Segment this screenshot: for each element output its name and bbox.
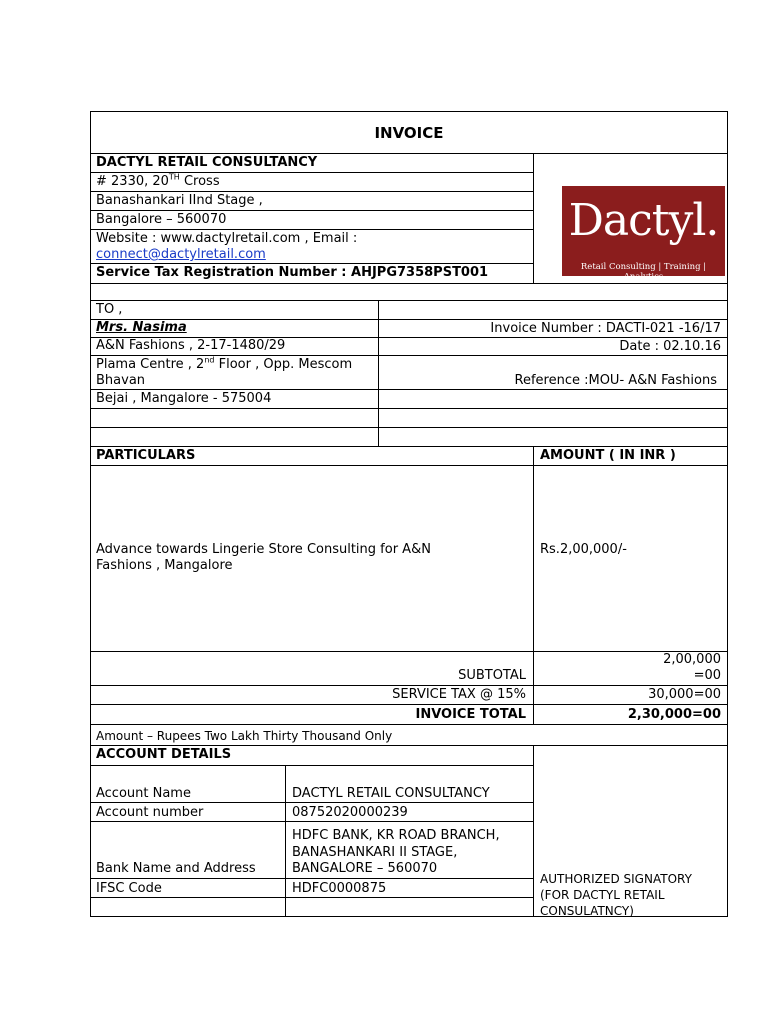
invoice-total-value: 2,30,000=00 — [627, 707, 721, 722]
recipient-line2: Plama Centre , 2nd Floor , Opp. Mescom — [96, 355, 353, 372]
ifsc-label: IFSC Code — [96, 881, 162, 896]
item-description-line1: Advance towards Lingerie Store Consulting for A&N — [96, 542, 431, 557]
rule-acc-ifsc — [90, 897, 533, 898]
vrule-signatory — [533, 745, 534, 917]
rule-subtotal — [90, 685, 728, 686]
company-name: DACTYL RETAIL CONSULTANCY — [96, 155, 318, 170]
rule-to-3 — [90, 355, 728, 356]
signatory-line1: AUTHORIZED SIGNATORY — [540, 872, 692, 886]
vrule-account — [285, 765, 286, 917]
rule-tax — [90, 704, 728, 705]
service-tax-value: 30,000=00 — [648, 687, 721, 702]
recipient-line3: Bhavan — [96, 373, 146, 388]
ifsc-value: HDFC0000875 — [292, 881, 387, 896]
company-address-line2: Banashankari IInd Stage , — [96, 193, 263, 208]
rule-total — [90, 724, 728, 725]
rule-company-4 — [90, 229, 533, 230]
rule-acc-head — [90, 765, 533, 766]
account-details-heading: ACCOUNT DETAILS — [96, 747, 232, 762]
logo-wordmark: Dactyl. — [568, 195, 719, 246]
logo-tagline: Retail Consulting | Training | Analytics — [580, 262, 707, 282]
company-address-line3: Bangalore – 560070 — [96, 212, 227, 227]
item-description-line2: Fashions , Mangalore — [96, 558, 233, 573]
invoice-reference: Reference :MOU- A&N Fashions — [514, 373, 717, 388]
dactyl-logo — [562, 186, 725, 282]
service-tax-number: Service Tax Registration Number : AHJPG7358PST001 — [96, 265, 489, 280]
invoice-total-label: INVOICE TOTAL — [415, 707, 526, 722]
subtotal-label: SUBTOTAL — [458, 668, 526, 683]
rule-company-3 — [90, 210, 533, 211]
bank-address-line2: BANASHANKARI II STAGE, — [292, 845, 458, 860]
rule-to-5 — [90, 408, 728, 409]
bank-address-line1: HDFC BANK, KR ROAD BRANCH, — [292, 828, 500, 843]
company-email-link[interactable]: connect@dactylretail.com — [96, 247, 266, 262]
company-email-line — [96, 247, 266, 263]
rule-col-head — [90, 465, 728, 466]
bank-address-line3: BANGALORE – 560070 — [292, 861, 438, 876]
recipient-line1: A&N Fashions , 2-17-1480/29 — [96, 338, 286, 353]
invoice-number: Invoice Number : DACTI-021 -16/17 — [490, 321, 721, 336]
rule-words — [90, 745, 728, 746]
col-amount-header: AMOUNT ( IN INR ) — [540, 448, 676, 463]
signatory-line3: CONSULATNCY) — [540, 904, 634, 918]
item-amount: Rs.2,00,000/- — [540, 542, 627, 557]
rule-company-1 — [90, 172, 533, 173]
signatory-line2: (FOR DACTYL RETAIL — [540, 888, 665, 902]
bank-label: Bank Name and Address — [96, 861, 256, 876]
subtotal-value-line2: =00 — [693, 668, 721, 683]
account-name-value: DACTYL RETAIL CONSULTANCY — [292, 786, 490, 801]
company-address-line1: # 2330, 20TH Cross — [96, 172, 220, 189]
rule-acc-bank — [90, 878, 533, 879]
rule-company-5 — [90, 263, 533, 264]
col-particulars-header: PARTICULARS — [96, 448, 196, 463]
rule-to-top — [90, 300, 728, 301]
invoice-title: INVOICE — [374, 124, 444, 142]
recipient-to: TO , — [96, 302, 123, 317]
service-tax-label: SERVICE TAX @ 15% — [392, 687, 526, 702]
account-number-label: Account number — [96, 805, 204, 820]
recipient-line4: Bejai , Mangalore - 575004 — [96, 391, 272, 406]
rule-to-4 — [90, 389, 728, 390]
rule-to-6 — [90, 427, 728, 428]
rule-acc-name — [90, 802, 533, 803]
vrule-logo — [533, 153, 534, 283]
amount-in-words: Amount – Rupees Two Lakh Thirty Thousand Only — [96, 729, 393, 743]
account-number-value: 08752020000239 — [292, 805, 408, 820]
rule-header-end — [90, 283, 728, 284]
rule-to-end — [90, 446, 728, 447]
subtotal-value-line1: 2,00,000 — [663, 652, 721, 667]
recipient-name: Mrs. Nasima — [96, 320, 187, 335]
account-name-label: Account Name — [96, 786, 191, 801]
company-website: Website : www.dactylretail.com , Email : — [96, 231, 358, 246]
invoice-date: Date : 02.10.16 — [619, 339, 721, 354]
rule-company-2 — [90, 191, 533, 192]
rule-title — [90, 153, 728, 154]
rule-acc-number — [90, 821, 533, 822]
